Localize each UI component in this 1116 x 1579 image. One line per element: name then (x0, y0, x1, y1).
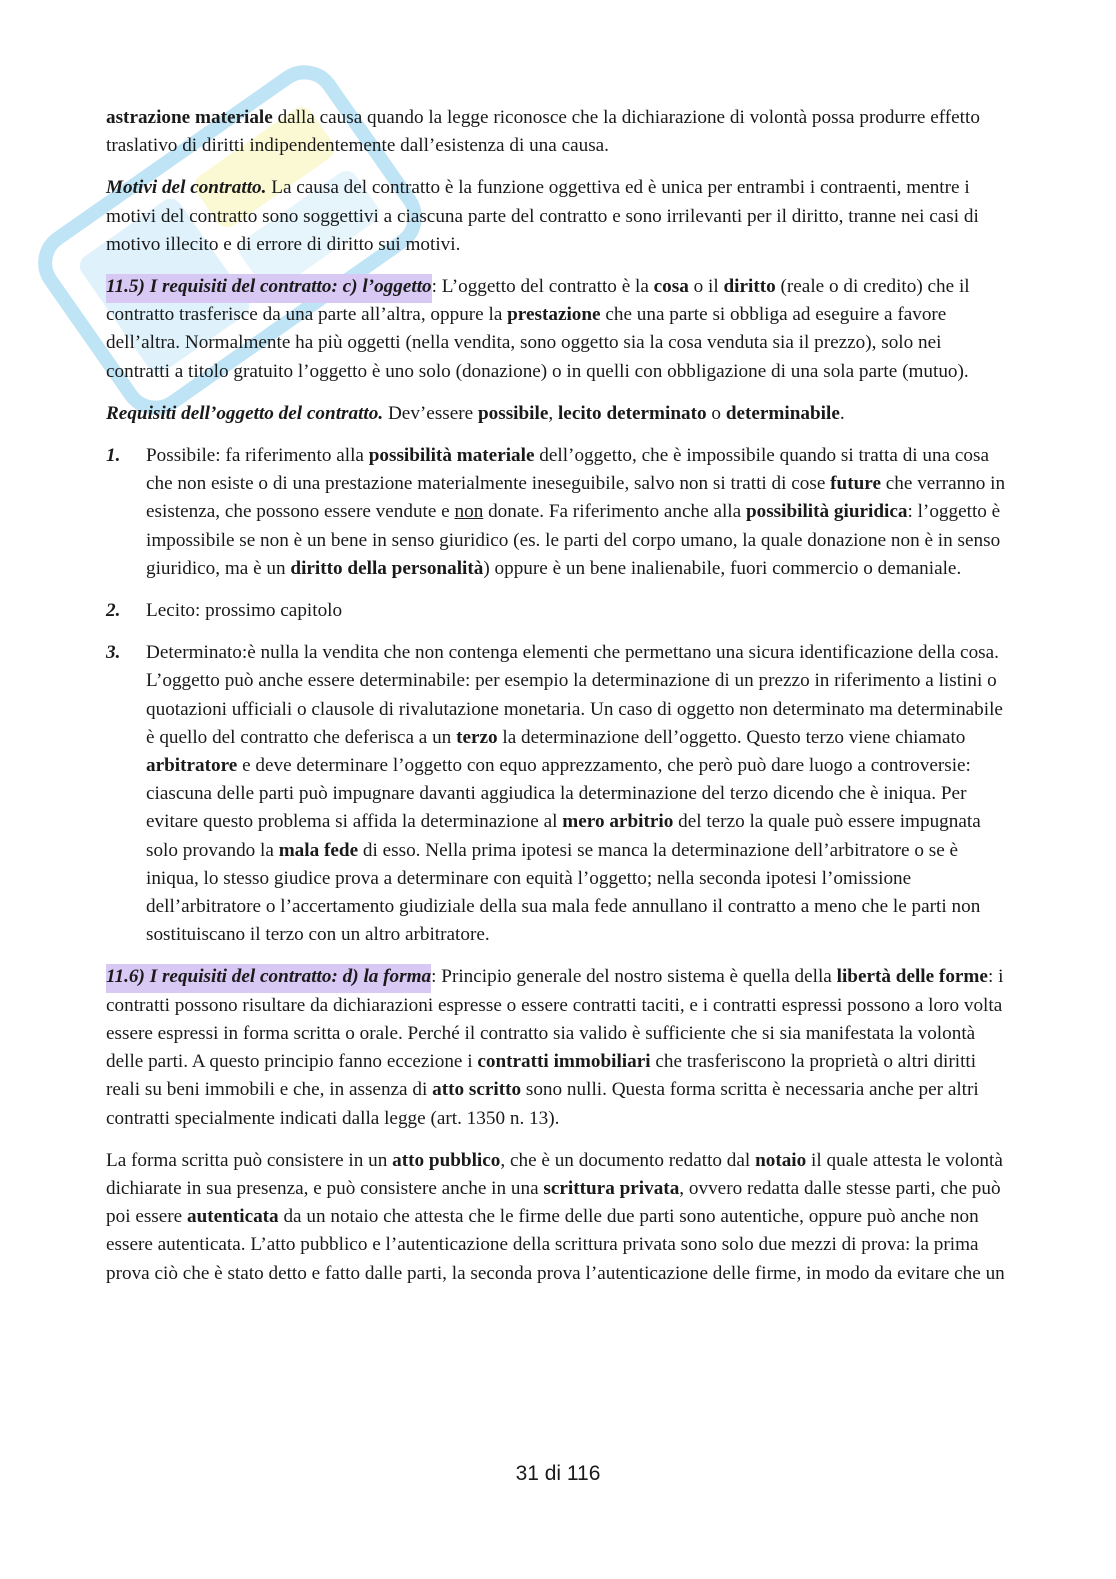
bold-term: contratti immobiliari (477, 1051, 651, 1073)
text: . (839, 402, 845, 424)
bold-term: possibilità materiale (368, 445, 535, 467)
page-number: 31 di 116 (515, 1462, 601, 1485)
bold-term: possibile (477, 402, 549, 424)
bold-term: notaio (755, 1149, 807, 1171)
text: del terzo la quale può essere impugnata solo provando la (146, 811, 981, 861)
list-item-lecito (106, 597, 1006, 625)
text: : L’oggetto del contratto è la (431, 276, 654, 298)
list-number: 2. (106, 600, 121, 622)
text: dalla causa quando la legge riconosce che la dichiarazione di volontà possa produrre effetto traslativo di diritti indipendentemente dall’esistenza di una causa. (106, 107, 980, 157)
bold-term: scrittura privata (543, 1177, 680, 1199)
text: sono nulli. Questa forma scritta è necessaria anche per altri contratti specialmente indicati dalla legge (art. 1350 n. 13). (106, 1079, 979, 1129)
bold-term: determinabile (725, 402, 840, 424)
text: , (548, 402, 558, 424)
text: di esso. Nella prima ipotesi se manca la determinazione dell’arbitratore o se è iniqua, lo stesso giudice prova a determinare con equità l’oggetto; nella seconda ipotesi l’omissione dell’arbitratore o l’accertamento giudiziale della sua mala fede annullano il contratto a meno che le parti non sostituiscano il terzo con un altro arbitratore. (146, 839, 981, 946)
text: la determinazione dell’oggetto. Questo terzo viene chiamato (497, 726, 966, 748)
paragraph-forma (106, 963, 1006, 1132)
text: : Principio generale del nostro sistema è quella della (431, 966, 837, 988)
text: il quale attesta le volontà dichiarate in sua presenza, e può consistere anche in una (106, 1149, 1003, 1199)
bold-term: mala fede (278, 839, 359, 861)
bold-term: lecito determinato (557, 402, 707, 424)
bold-term: mero arbitrio (562, 811, 674, 833)
bold-term: autenticata (187, 1206, 279, 1228)
paragraph-motivi (106, 174, 1006, 259)
list-number: 1. (106, 445, 121, 467)
text: La forma scritta può consistere in un (106, 1149, 393, 1171)
text: dell’oggetto, che è impossibile quando si tratta di una cosa che non esiste o di una prestazione materialmente ineseguibile, salvo non si tratti di cose (146, 445, 990, 495)
text: che verranno in esistenza, che possono essere vendute e (146, 473, 1006, 523)
paragraph-forma-scritta (106, 1147, 1006, 1288)
bold-term: astrazione materiale (106, 107, 273, 128)
text: La causa del contratto è la funzione oggettiva ed è unica per entrambi i contraenti, mentre i motivi del contratto sono soggettivi a ciascuna parte del contratto e sono irrilevanti per il diritto, tranne nei casi di motivo illecito e di errore di diritto sui motivi. (106, 177, 979, 255)
text: : l’oggetto è impossibile se non è un bene in senso giuridico (es. le parti del corpo umano, la quale donazione non è in senso giuridico, ma è un (146, 501, 1001, 579)
text: ) oppure è un bene inalienabile, fuori commercio o demaniale. (483, 557, 962, 579)
bold-term: atto pubblico (392, 1149, 501, 1171)
bold-term: libertà delle forme (836, 966, 988, 988)
bold-term: cosa (653, 276, 689, 298)
text: , che è un documento redatto dal (500, 1149, 756, 1171)
bold-term: prestazione (507, 304, 601, 326)
list-item-determinato (106, 639, 1006, 949)
section-heading-11-6: 11.6) I requisiti del contratto: d) la forma (106, 964, 431, 993)
section-heading-motivi: Motivi del contratto. (106, 177, 267, 199)
document-body (106, 104, 1006, 1302)
requirements-list (106, 442, 1006, 949)
underlined-term: non (454, 501, 484, 523)
text: Lecito: prossimo capitolo (146, 600, 343, 622)
list-item-possibile (106, 442, 1006, 583)
bold-term: atto scritto (432, 1079, 522, 1101)
section-heading-11-5: 11.5) I requisiti del contratto: c) l’oggetto (106, 274, 432, 303)
text: o il (688, 276, 724, 298)
text: : i contratti possono risultare da dichiarazioni espresse o essere contratti taciti, e i contratti espressi possono a loro volta essere espressi in forma scritta o orale. Perché il contratto sia valido è sufficiente che si sia manifestata la volontà delle parti. A questo principio fanno eccezione i (106, 966, 1004, 1073)
bold-term: diritto (723, 276, 776, 298)
text: o (706, 402, 726, 424)
paragraph-oggetto (106, 273, 1006, 386)
list-number: 3. (106, 642, 121, 664)
text: donate. Fa riferimento anche alla (483, 501, 746, 523)
bold-term: diritto della personalità (290, 557, 484, 579)
section-heading-requisiti: Requisiti dell’oggetto del contratto. (106, 402, 384, 424)
text: Dev’essere (383, 402, 478, 424)
bold-term: terzo (456, 726, 498, 748)
text: che una parte si obbliga ad eseguire a favore dell’altra. Normalmente ha più oggetti (nella vendita, sono oggetto sia la cosa venduta sia il prezzo), solo nei contratti a titolo gratuito l’oggetto è uno solo (donazione) o in quelli con obbligazione di una sola parte (mutuo). (106, 304, 969, 382)
text: Determinato:è nulla la vendita che non contenga elementi che permettano una sicura identificazione della cosa. L’oggetto può anche essere determinabile: per esempio la determinazione di un prezzo in riferimento a listini o quotazioni ufficiali o clausole di rivalutazione monetaria. Un caso di oggetto non determinato ma determinabile è quello del contratto che deferisca a un (146, 642, 1003, 748)
bold-term: future (830, 473, 881, 495)
text: , ovvero redatta dalle stesse parti, che può poi essere (106, 1177, 1001, 1228)
bold-term: arbitratore (146, 755, 238, 777)
paragraph-requisiti (106, 400, 1006, 428)
text: che trasferiscono la proprietà o altri diritti reali su beni immobili e che, in assenza di (106, 1051, 977, 1101)
paragraph-astrazione (106, 104, 1006, 160)
text: Possibile: fa riferimento alla (146, 445, 369, 467)
text: (reale o di credito) che il contratto trasferisce da una parte all’altra, oppure la (106, 276, 970, 326)
text: e deve determinare l’oggetto con equo apprezzamento, che però può dare luogo a controversie: ciascuna delle parti può impugnare davanti aggiudica la determinazione del terzo dicendo che è iniqua. Per evitare questo problema si affida la determinazione al (146, 755, 971, 833)
bold-term: possibilità giuridica (745, 501, 908, 523)
text: da un notaio che attesta che le firme delle due parti sono autentiche, oppure può anche non essere autenticata. L’atto pubblico e l’autenticazione della scrittura privata sono solo due mezzi di prova: la prima prova ciò che è stato detto e fatto dalle parti, la seconda prova l’autenticazione delle firme, in modo da evitare che un (106, 1206, 1005, 1284)
